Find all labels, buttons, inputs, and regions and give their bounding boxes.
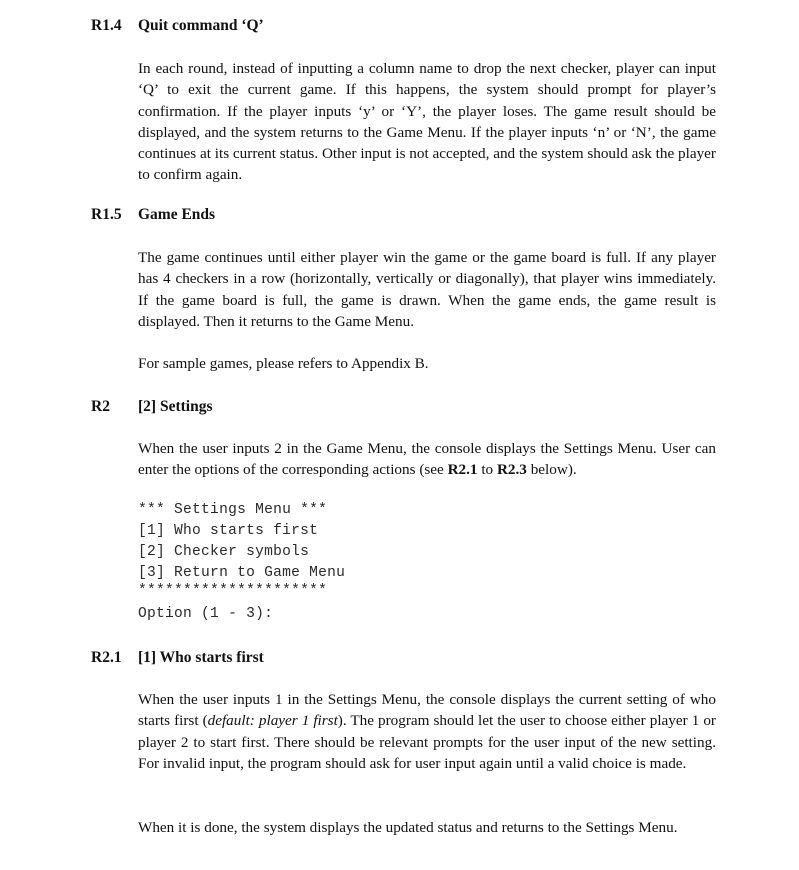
console-menu-option: [1] Who starts first <box>138 523 319 539</box>
requirement-ref: R2.3 <box>496 461 527 479</box>
section-title: Quit command ‘Q’ <box>138 17 264 34</box>
section-title: [1] Who starts first <box>138 649 264 666</box>
requirement-ref: R2.1 <box>447 461 478 479</box>
console-menu-option: [2] Checker symbols <box>138 544 310 560</box>
paragraph-game-ends: The game continues until either player win the game or the game board is full. If any player has 4 checkers in a row (horizontally, vertically or diagonally), that player wins immediately. If the game board is full, the game is drawn. When the game ends, the game result is displayed. Then it returns to the Game Menu. <box>138 249 716 330</box>
paragraph-sample-games: For sample games, please refers to Appendix B. <box>138 355 429 372</box>
paragraph-text: below). <box>526 461 577 479</box>
console-menu-option: [3] Return to Game Menu <box>138 565 346 581</box>
paragraph-quit-command: In each round, instead of inputting a column name to drop the next checker, player can input ‘Q’ to exit the current game. If this happens, the system should prompt for player’s confirmation. If the player inputs ‘y’ or ‘Y’, the player loses. The game result should be displayed, and the system returns to the Game Menu. If the player inputs ‘n’ or ‘N’, the game continues at its current status. Other input is not accepted, and the system should ask the player to confirm again. <box>138 60 716 184</box>
section-number: R2 <box>91 398 110 415</box>
default-setting: default: player 1 first <box>207 712 338 730</box>
section-title: [2] Settings <box>138 398 213 415</box>
paragraph-text: ). The program should let the user to choose either player 1 or player 2 to start first. There should be relevant prompts for the user input of the new setting. For invalid input, the program should ask for user input again until a valid choice is made. <box>138 712 716 772</box>
console-prompt: Option (1 - 3): <box>138 606 274 622</box>
paragraph-text: When the user inputs 1 in the Settings Menu, the console displays the current setting of who starts first ( <box>138 691 716 730</box>
section-title: Game Ends <box>138 206 216 223</box>
console-menu-header: *** Settings Menu *** <box>138 502 328 518</box>
paragraph-text: to <box>477 461 497 479</box>
paragraph-text: When the user inputs 2 in the Game Menu, the console displays the Settings Menu. User can enter the options of the corresponding actions (see <box>138 440 716 479</box>
paragraph-settings-intro <box>138 438 716 481</box>
section-number: R1.4 <box>91 17 122 34</box>
console-separator: ********************* <box>138 583 328 599</box>
paragraph-settings-return: When it is done, the system displays the updated status and returns to the Settings Menu. <box>138 819 678 836</box>
section-number: R2.1 <box>91 649 122 666</box>
paragraph-who-starts-first <box>138 689 716 774</box>
section-number: R1.5 <box>91 206 122 223</box>
